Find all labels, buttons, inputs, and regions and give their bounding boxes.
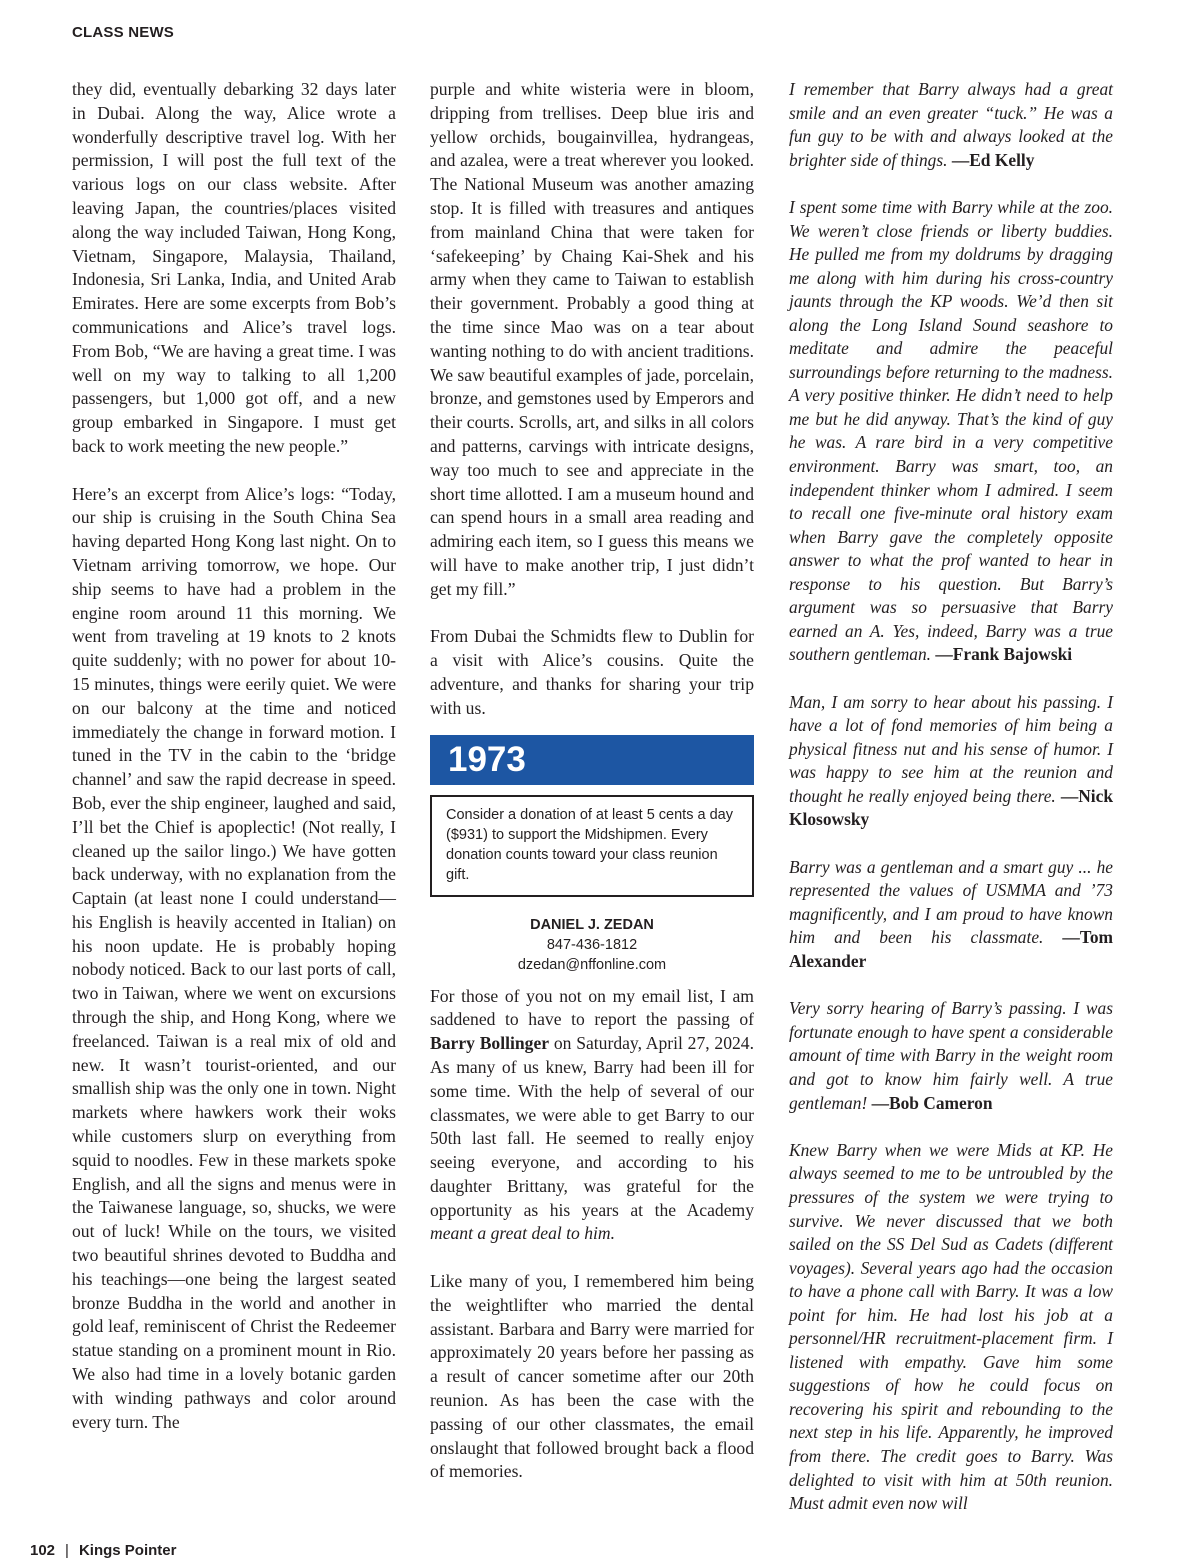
tribute-text: Very sorry hearing of Barry’s passing. I was fortunate enough to have spent a considerable amount of time with Barry in the weight room and got to know him fairly well. A true gentleman! <box>789 998 1113 1113</box>
page-footer <box>30 1542 176 1559</box>
tribute-text: I remember that Barry always had a great smile and an even greater “tuck.” He was a fun guy to be with and always looked at the brighter side of things. <box>789 79 1113 170</box>
contact-phone: 847-436-1812 <box>546 936 638 953</box>
tribute-signature: —Nick Klosowsky <box>789 785 1113 830</box>
class-contact <box>430 915 754 975</box>
contact-name: DANIEL J. ZEDAN <box>530 916 654 933</box>
tribute-text: Man, I am sorry to hear about his passing. I have a lot of fond memories of him being a physical fitness nut and his sense of humor. I was happy to see him at the reunion and thought he really enjoyed being there. <box>789 691 1113 806</box>
paragraph: they did, eventually debarking 32 days later in Dubai. Along the way, Alice wrote a wonderfully descriptive travel log. With her permission, I will post the full text of the various logs on our class website. After leaving Japan, the countries/places visited along the way included Taiwan, Hong Kong, Vietnam, Singapore, Malaysia, Thailand, Indonesia, Sri Lanka, India, and United Arab Emirates. Here are some excerpts from Bob’s communications and Alice’s travel logs. From Bob, “We are having a great time. I was well on my way to talking to all 1,200 passengers, but 1,000 got off, and a new group embarked in Singapore. I must get back to work meeting the new people.” <box>72 79 396 456</box>
tribute-signature: —Frank Bajowski <box>935 644 1073 665</box>
tribute <box>789 691 1113 832</box>
classmate-name: Barry Bollinger <box>430 1033 550 1054</box>
column-2 <box>430 78 754 1484</box>
tribute-signature: —Ed Kelly <box>951 149 1035 170</box>
tribute <box>789 856 1113 974</box>
section-header: CLASS NEWS <box>72 24 175 41</box>
tribute-signature: —Tom Alexander <box>789 927 1113 971</box>
column-3 <box>789 78 1113 1516</box>
tribute-text: Barry was a gentleman and a smart guy ... he represented the values of USMMA and ’73 magnificently, and I am proud to have known him and been his classmate. <box>789 856 1113 948</box>
tribute <box>789 196 1113 667</box>
paragraph <box>430 985 754 1247</box>
donation-box: Consider a donation of at least 5 cents a day ($931) to support the Midshipmen. Every donation counts toward your class reunion gift. <box>430 795 754 897</box>
text: For those of you not on my email list, I am saddened to have to report the passing of <box>430 985 754 1030</box>
publication-name: Kings Pointer <box>78 1542 177 1559</box>
paragraph: purple and white wisteria were in bloom, dripping from trellises. Deep blue iris and yellow orchids, bougainvillea, hydrangeas, and azalea, were a treat wherever you looked. The National Museum was another amazing stop. It is filled with treasures and antiques from mainland China that were taken for ‘safekeeping’ by Chaing Kai-Shek and his army when they came to Taiwan to establish their government. Probably a good thing at the time since Mao was on a tear about wanting nothing to do with ancient traditions. We saw beautiful examples of jade, porcelain, bronze, and gemstones used by Emperors and their courts. Scrolls, art, and silks in all colors and patterns, carvings with intricate designs, way too much to see and appreciate in the short time allotted. I am a museum hound and can spend hours in a small area reading and admiring each item, so I guess this means we will have to make another trip, I just didn’t get my fill.” <box>430 79 754 599</box>
column-1 <box>72 78 396 1434</box>
class-year-banner: 1973 <box>430 735 754 785</box>
paragraph: Here’s an excerpt from Alice’s logs: “Today, our ship is cruising in the South China Sea having departed Hong Kong last night. On to Vietnam arriving tomorrow, we hope. Our ship seems to have had a problem in the engine room around 11 this morning. We went from traveling at 19 knots to 2 knots quite suddenly; with no power for about 10-15 minutes, things were eerily quiet. We were on our balcony at the time and noticed immediately the change in forward motion. I tuned in the TV in the cabin to the ‘bridge channel’ and saw the rapid decrease in speed. Bob, ever the ship engineer, laughed and said, I’ll bet the Chief is apoplectic! (Not really, I cleaned up the sailor lingo.) We have gotten back underway, with no explanation from the Captain (at least none I could understand—his English is heavily accented in Italian) on his noon update. He is probably hoping nobody noticed. Back to our last ports of call, two in Taiwan, where we went on excursions through the ship, and Hong Kong, where we freelanced. Taiwan is a real mix of old and new. It wasn’t tourist-oriented, and our smallish ship was the only one in town. Night markets where hawkers work their woks while customers slurp on everything from squid to noodles. Few in these markets spoke English, and all the signs and menus were in the Taiwanese language, so, shucks, we were out of luck! While on the tours, we visited two beautiful shrines devoted to Buddha and his teachings—one being the largest seated bronze Buddha in the world and another in gold leaf, reminiscent of Christ the Redeemer statue standing on a prominent mount in Rio. We also had time in a lovely botanic garden with winding pathways and color around every turn. The <box>72 483 396 1432</box>
tribute <box>789 78 1113 172</box>
tribute-signature: —Bob Cameron <box>871 1092 993 1113</box>
footer-separator: | <box>65 1542 69 1559</box>
tribute <box>789 997 1113 1115</box>
page-number: 102 <box>30 1542 56 1559</box>
contact-email: dzedan@nffonline.com <box>517 956 667 973</box>
paragraph: From Dubai the Schmidts flew to Dublin for a visit with Alice’s cousins. Quite the adventure, and thanks for sharing your trip with us. <box>430 626 754 718</box>
text: on Saturday, April 27, 2024. As many of us knew, Barry had been ill for some time. With the help of several of our classmates, we were able to get Barry to our 50th last fall. He seemed to really enjoy seeing everyone, and according to his daughter Brittany, was grateful for the opportunity as his years at the Academy <box>430 1033 754 1220</box>
text: meant a great deal to him. <box>430 1223 616 1244</box>
tribute-text: I spent some time with Barry while at the zoo. We weren’t close friends or liberty buddies. He pulled me from my doldrums by dragging me along with him during his cross-country jaunts through the KP woods. We’d then sit along the Long Island Sound seashore to meditate and admire the peaceful surroundings before returning to the madness. A very positive thinker. He didn’t need to help me but he did anyway. That’s the kind of guy he was. A rare bird in a very competitive environment. Barry was smart, too, an independent thinker whom I admired. I seem to recall one five-minute oral history exam when Barry gave the completely opposite answer to what the prof wanted to hear in response to his question. But Barry’s argument was so persuasive that Barry earned an A. Yes, indeed, Barry was a true southern gentleman. <box>789 196 1113 665</box>
paragraph: Like many of you, I remembered him being the weightlifter who married the dental assistant. Barbara and Barry were married for approximately 20 years before her passing as a result of cancer sometime after our 20th reunion. As has been the case with the passing of our other classmates, the email onslaught that followed brought back a flood of memories. <box>430 1271 754 1482</box>
tribute: Knew Barry when we were Mids at KP. He always seemed to me to be untroubled by the pressures of the system we were trying to survive. We never discussed that we both sailed on the SS Del Sud as Cadets (different voyages). Several years ago had the occasion to have a phone call with Barry. It was a low point for him. He had lost his job at a personnel/HR recruitment-placement firm. I listened with empathy. Gave him some suggestions of how he could focus on recovering his spirit and rebounding to the next step in his life. Apparently, he improved from there. The credit goes to Barry. Was delighted to visit with him at 50th reunion. Must admit even now will <box>789 1139 1113 1514</box>
